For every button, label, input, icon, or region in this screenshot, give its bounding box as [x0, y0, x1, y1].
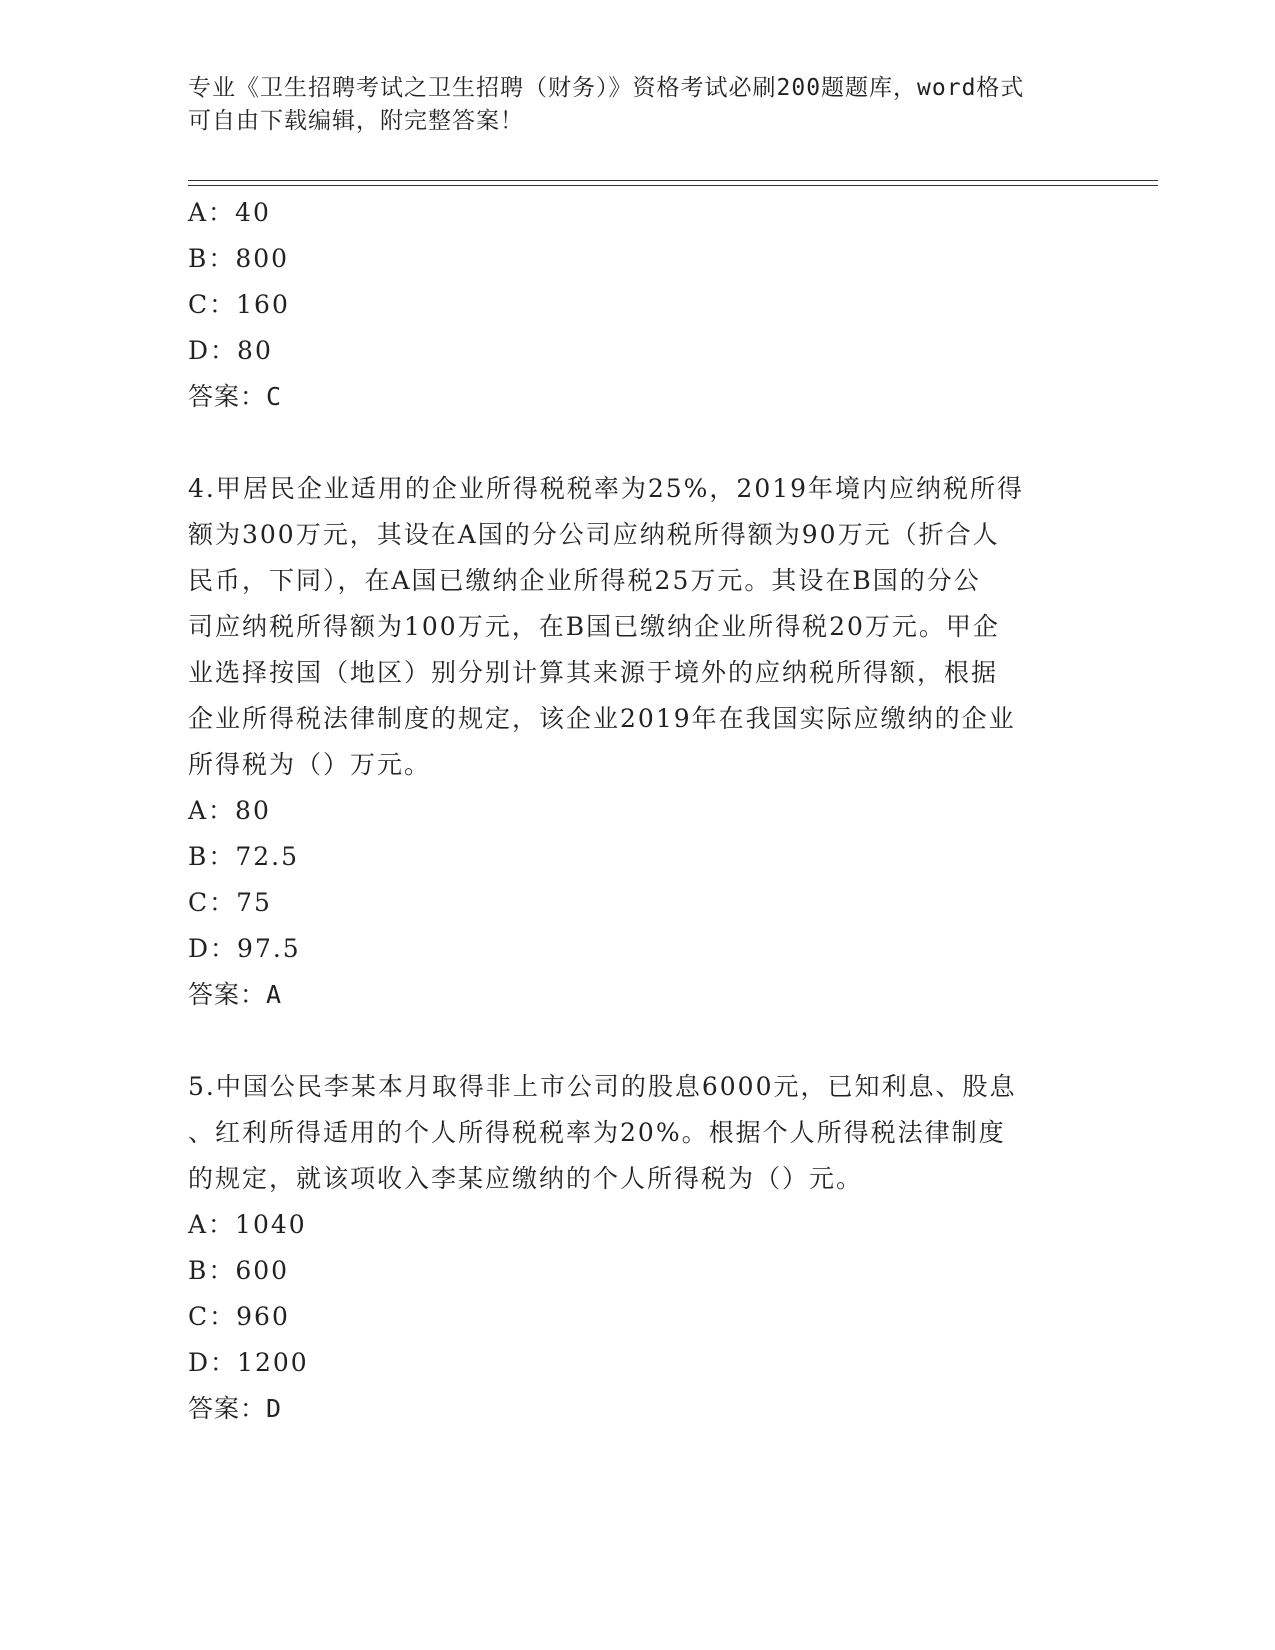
question-stem-line: 额为300万元，其设在A国的分公司应纳税所得额为90万元（折合人 — [188, 520, 1000, 549]
option-d: D：97.5 — [188, 934, 301, 963]
option-b: B：800 — [188, 244, 290, 273]
question-stem-line: 民币，下同），在A国已缴纳企业所得税25万元。其设在B国的分公 — [188, 566, 981, 595]
question-stem-line: 所得税为（）万元。 — [188, 750, 432, 779]
header-line: 专业《卫生招聘考试之卫生招聘（财务）》资格考试必刷200题题库，word格式 — [188, 75, 1025, 101]
question-5 — [188, 1064, 1088, 1432]
question-stem-line: 、红利所得适用的个人所得税税率为20%。根据个人所得税法律制度 — [188, 1118, 1006, 1147]
answer: 答案：A — [188, 980, 283, 1009]
option-c: C：960 — [188, 1302, 290, 1331]
option-d: D：1200 — [188, 1348, 309, 1377]
question-stem-line: 的规定，就该项收入李某应缴纳的个人所得税为（）元。 — [188, 1164, 864, 1193]
option-a: A：1040 — [188, 1210, 307, 1239]
question-stem-line: 企业所得税法律制度的规定，该企业2019年在我国实际应缴纳的企业 — [188, 704, 1016, 733]
option-a: A：40 — [188, 198, 271, 227]
header-line: 可自由下载编辑，附完整答案！ — [188, 108, 524, 134]
option-b: B：72.5 — [188, 842, 300, 871]
question-4 — [188, 466, 1088, 1018]
option-a: A：80 — [188, 796, 271, 825]
spacer — [188, 1018, 1088, 1064]
answer: 答案：C — [188, 382, 283, 411]
option-c: C：75 — [188, 888, 272, 917]
option-c: C：160 — [188, 290, 290, 319]
question-3 — [188, 190, 1088, 420]
question-stem-line: 4.甲居民企业适用的企业所得税税率为25%，2019年境内应纳税所得 — [188, 474, 1025, 503]
document-header — [188, 72, 1078, 138]
header-divider — [188, 180, 1158, 181]
option-b: B：600 — [188, 1256, 290, 1285]
question-stem-line: 司应纳税所得额为100万元，在B国已缴纳企业所得税20万元。甲企 — [188, 612, 1000, 641]
option-d: D：80 — [188, 336, 273, 365]
header-divider — [188, 185, 1158, 186]
question-stem-line: 业选择按国（地区）别分别计算其来源于境外的应纳税所得额，根据 — [188, 658, 999, 687]
spacer — [188, 420, 1088, 466]
question-stem-line: 5.中国公民李某本月取得非上市公司的股息6000元，已知利息、股息 — [188, 1072, 1017, 1101]
question-list — [188, 190, 1088, 1432]
answer: 答案：D — [188, 1394, 283, 1423]
